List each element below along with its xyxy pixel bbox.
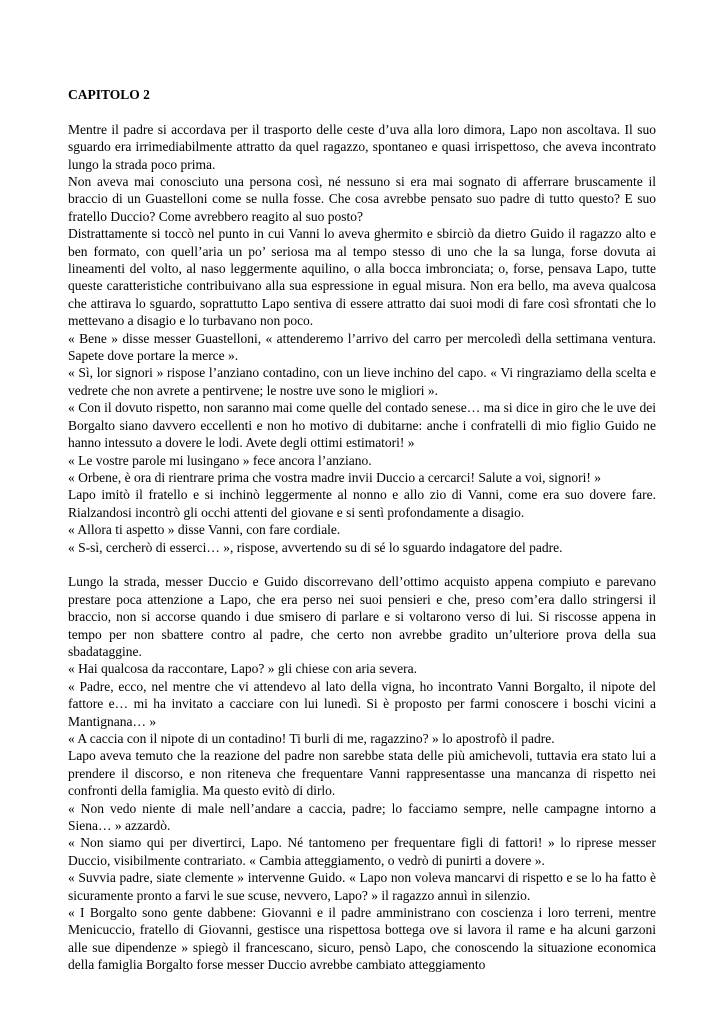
paragraph: « Le vostre parole mi lusingano » fece ancora l’anziano. [68, 452, 372, 468]
paragraph: Non aveva mai conosciuto una persona così, né nessuno si era mai sognato di afferrare bruscamente il braccio di un Guastelloni come se nulla fosse. Che cosa avrebbe pensato suo padre di tutto questo? E suo fratello Duccio? Come avrebbero reagito al suo posto? [68, 174, 656, 224]
paragraph: « Con il dovuto rispetto, non saranno mai come quelle del contado senese… ma si dice in giro che le uve dei Borgalto siano davvero eccellenti e non ho motivo di dubitarne: anche i confratelli di mio figlio Guido ne hanno intessuto a dovere le lodi. Avete degli ottimi estimatori! » [68, 400, 656, 451]
paragraph: Mentre il padre si accordava per il trasporto delle ceste d’uva alla loro dimora, Lapo non ascoltava. Il suo sguardo era irrimediabilmente attratto da quel ragazzo, spontaneo e quasi irrispettoso, che aveva incontrato lungo la strada poco prima. [68, 121, 656, 172]
paragraph: Lapo imitò il fratello e si inchinò leggermente al nonno e allo zio di Vanni, come era suo dovere fare. Rialzandosi incontrò gli occhi attenti del giovane e si sentì profondamente a disagio. [68, 487, 656, 520]
paragraph: Lapo aveva temuto che la reazione del padre non sarebbe stata delle più amichevoli, tuttavia era stato lui a prendere il discorso, e non riteneva che frequentare Vanni rappresentasse una mancanza di rispetto nei confronti della famiglia. Ma questo evitò di dirlo. [68, 748, 656, 799]
paragraph: Lungo la strada, messer Duccio e Guido discorrevano dell’ottimo acquisto appena compiuto e parevano prestare poca attenzione a Lapo, che era perso nei suoi pensieri e che, preso com’era dallo stringersi il braccio, non si accorse quando i due smisero di parlare e si voltarono verso di lui. Si riscosse appena in tempo per non sbattere contro al padre, che certo non avrebbe gradito un’ulteriore prova della sua sbadataggine. [68, 574, 656, 659]
paragraph: « I Borgalto sono gente dabbene: Giovanni e il padre amministrano con coscienza i loro terreni, mentre Menicuccio, fratello di Giovanni, gestisce una rispettosa bottega ove si lavora il rame e ha alcuni garzoni alle sue dipendenze » spiegò il francescano, sicuro, pensò Lapo, che conoscendo la situazione economica della famiglia Borgalto forse messer Duccio avrebbe cambiato atteggiamento [68, 905, 656, 973]
text-section [68, 121, 656, 556]
paragraph: « Orbene, è ora di rientrare prima che vostra madre invii Duccio a cercarci! Salute a voi, signori! » [68, 469, 602, 485]
paragraph: « Non siamo qui per divertirci, Lapo. Né tantomeno per frequentare figli di fattori! » lo riprese messer Duccio, visibilmente contrariato. « Cambia atteggiamento, o vedrò di punirti a dovere ». [68, 835, 656, 868]
paragraph: « Padre, ecco, nel mentre che vi attendevo al lato della vigna, ho incontrato Vanni Borgalto, il nipote del fattore e… mi ha invitato a cacciare con lui lunedì. Si è proposto per farmi conoscere i boschi vicini a Mantignana… » [68, 678, 656, 729]
paragraph: « Allora ti aspetto » disse Vanni, con fare cordiale. [68, 522, 341, 538]
paragraph: « A caccia con il nipote di un contadino! Ti burli di me, ragazzino? » lo apostrofò il padre. [68, 731, 555, 746]
document-body [68, 121, 656, 974]
paragraph: « Suvvia padre, siate clemente » intervenne Guido. « Lapo non voleva mancarvi di rispetto e se lo ha fatto è sicuramente pronto a farvi le sue scuse, nevvero, Lapo? » il ragazzo annuì in silenzio. [68, 870, 656, 903]
paragraph: « Non vedo niente di male nell’andare a caccia, padre; lo facciamo sempre, nelle campagne intorno a Siena… » azzardò. [68, 800, 656, 834]
chapter-title: CAPITOLO 2 [68, 87, 150, 102]
document-page [68, 86, 656, 974]
text-section [68, 573, 656, 973]
paragraph: « S-sì, cercherò di esserci… », rispose, avvertendo su di sé lo sguardo indagatore del padre. [68, 539, 563, 555]
paragraph: « Sì, lor signori » rispose l’anziano contadino, con un lieve inchino del capo. « Vi ringraziamo della scelta e vedrete che non avrete a pentirvene; le nostre uve sono le migliori ». [68, 365, 656, 398]
paragraph: Distrattamente si toccò nel punto in cui Vanni lo aveva ghermito e sbirciò da dietro Guido il ragazzo alto e ben formato, con quell’aria un po’ seriosa ma al tempo stesso di uno che la sa lunga, forse dovuta ai lineamenti del volto, al naso leggermente aquilino, o alla bocca imbronciata; o, forse, pensava Lapo, tutte queste caratteristiche contribuivano alla sua espressione in egual misura. Non era bello, ma aveva qualcosa che attirava lo sguardo, soprattutto Lapo sentiva di essere attratto dai suoi modi di fare così sfrontati che lo mettevano a disagio e lo turbavano non poco. [68, 226, 656, 329]
paragraph: « Hai qualcosa da raccontare, Lapo? » gli chiese con aria severa. [68, 661, 417, 677]
paragraph: « Bene » disse messer Guastelloni, « attenderemo l’arrivo del carro per mercoledì della settimana ventura. Sapete dove portare la merce ». [68, 330, 656, 364]
